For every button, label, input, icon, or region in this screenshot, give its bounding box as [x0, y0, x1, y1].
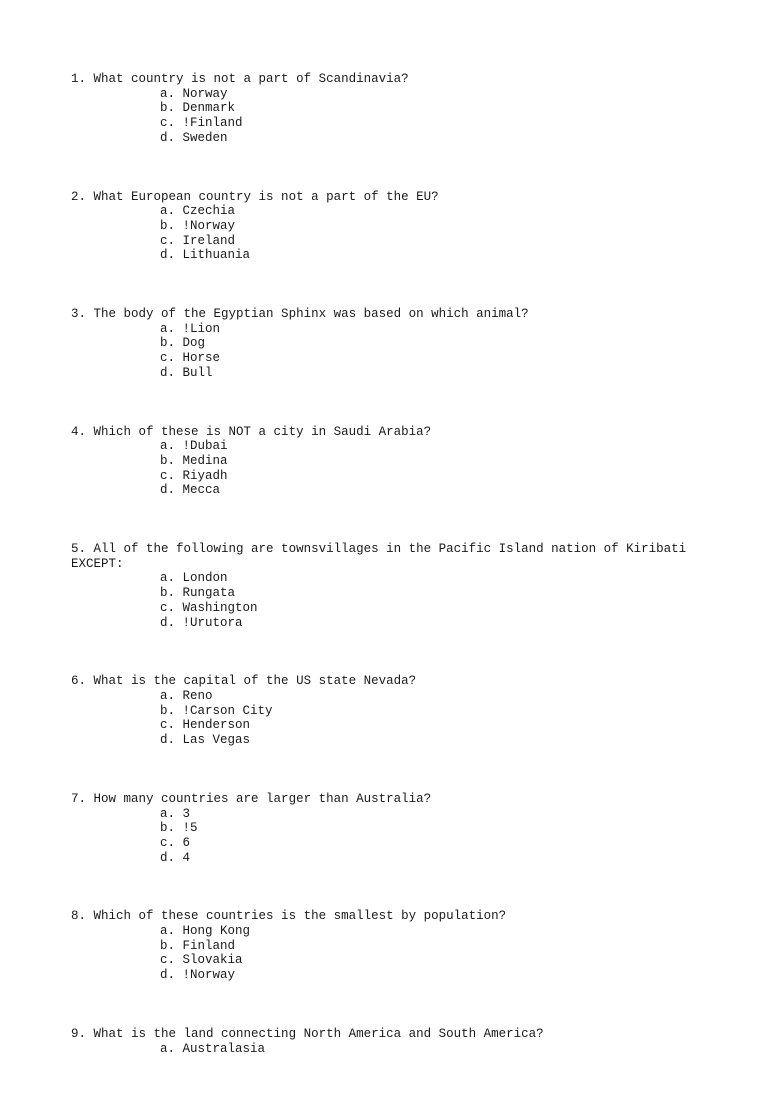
- question-text: What country is not a part of Scandinavia?: [93, 72, 409, 86]
- option-text: 6: [182, 835, 191, 850]
- answer-option: [160, 689, 701, 704]
- option-text: 3: [182, 806, 191, 821]
- quiz-list: [71, 72, 701, 1100]
- option-letter: c.: [160, 351, 176, 366]
- question-text: All of the following are townsvillages in the Pacific Island nation of Kiribati EXCEPT:: [71, 542, 694, 571]
- answer-option: [160, 322, 701, 337]
- quiz-question: [71, 425, 701, 499]
- answer-option: [160, 204, 701, 219]
- question-number: 3.: [71, 307, 87, 322]
- option-text: !Norway: [182, 968, 236, 983]
- option-letter: b.: [160, 703, 176, 718]
- option-letter: d.: [160, 850, 176, 865]
- option-text: Washington: [182, 600, 258, 615]
- answer-option: [160, 336, 701, 351]
- question-line: [71, 190, 701, 205]
- option-letter: c.: [160, 835, 176, 850]
- answer-option: [160, 248, 701, 263]
- option-letter: d.: [160, 483, 176, 498]
- option-letter: c.: [160, 233, 176, 248]
- answer-option: [160, 601, 701, 616]
- answer-options: [71, 1042, 701, 1057]
- option-text: !5: [182, 821, 198, 836]
- answer-options: [71, 807, 701, 866]
- answer-option: [160, 586, 701, 601]
- answer-option: [160, 454, 701, 469]
- question-line: [71, 307, 701, 322]
- answer-options: [71, 689, 701, 748]
- question-number: 1.: [71, 72, 87, 86]
- option-text: Lithuania: [182, 248, 251, 263]
- question-text: What is the capital of the US state Nevada?: [93, 674, 417, 689]
- option-letter: d.: [160, 248, 176, 263]
- option-letter: b.: [160, 336, 176, 351]
- option-letter: a.: [160, 688, 176, 703]
- question-line: [71, 792, 701, 807]
- answer-option: [160, 469, 701, 484]
- question-number: 2.: [71, 189, 87, 204]
- question-line: [71, 909, 701, 924]
- question-text: Which of these countries is the smallest by population?: [93, 909, 507, 924]
- answer-option: [160, 924, 701, 939]
- answer-option: [160, 836, 701, 851]
- option-text: Horse: [182, 351, 221, 366]
- option-text: !Norway: [182, 218, 236, 233]
- option-letter: c.: [160, 953, 176, 968]
- option-text: Dog: [182, 336, 206, 351]
- answer-option: [160, 131, 701, 146]
- option-text: !Finland: [182, 116, 243, 131]
- question-number: 7.: [71, 791, 87, 806]
- answer-option: [160, 939, 701, 954]
- question-number: 8.: [71, 909, 87, 924]
- answer-option: [160, 851, 701, 866]
- answer-option: [160, 616, 701, 631]
- answer-option: [160, 439, 701, 454]
- option-text: Henderson: [182, 718, 251, 733]
- option-text: Hong Kong: [182, 924, 251, 939]
- option-text: Australasia: [182, 1041, 266, 1056]
- quiz-question: [71, 909, 701, 983]
- option-text: !Carson City: [182, 703, 273, 718]
- option-letter: b.: [160, 218, 176, 233]
- answer-options: [71, 924, 701, 983]
- option-text: Riyadh: [182, 468, 228, 483]
- quiz-question: [71, 674, 701, 748]
- question-line: [71, 1027, 701, 1042]
- answer-option: [160, 571, 701, 586]
- option-letter: a.: [160, 321, 176, 336]
- question-line: [71, 542, 701, 571]
- option-text: Finland: [182, 938, 236, 953]
- question-text: The body of the Egyptian Sphinx was based on which animal?: [93, 307, 529, 322]
- option-letter: d.: [160, 968, 176, 983]
- option-text: Denmark: [182, 101, 236, 116]
- option-letter: d.: [160, 733, 176, 748]
- quiz-question: [71, 72, 701, 146]
- question-number: 4.: [71, 424, 87, 439]
- option-text: !Dubai: [182, 439, 228, 454]
- question-text: What is the land connecting North America and South America?: [93, 1026, 544, 1041]
- option-text: Medina: [182, 453, 228, 468]
- option-letter: b.: [160, 453, 176, 468]
- option-text: Mecca: [182, 483, 221, 498]
- option-letter: a.: [160, 1041, 176, 1056]
- option-letter: c.: [160, 468, 176, 483]
- option-text: Rungata: [182, 586, 236, 601]
- option-text: Norway: [182, 86, 228, 101]
- answer-option: [160, 87, 701, 102]
- answer-option: [160, 733, 701, 748]
- option-text: 4: [182, 850, 191, 865]
- option-text: !Lion: [182, 321, 221, 336]
- option-letter: a.: [160, 806, 176, 821]
- option-text: Reno: [182, 688, 213, 703]
- option-letter: a.: [160, 439, 176, 454]
- option-text: London: [182, 571, 228, 586]
- answer-options: [71, 571, 701, 630]
- option-letter: a.: [160, 86, 176, 101]
- answer-options: [71, 322, 701, 381]
- answer-option: [160, 116, 701, 131]
- option-letter: b.: [160, 101, 176, 116]
- quiz-question: [71, 307, 701, 381]
- option-letter: a.: [160, 204, 176, 219]
- question-number: 5.: [71, 542, 87, 557]
- option-text: Bull: [182, 365, 213, 380]
- question-line: [71, 425, 701, 440]
- question-line: [71, 674, 701, 689]
- quiz-question: [71, 190, 701, 264]
- answer-option: [160, 718, 701, 733]
- option-text: Las Vegas: [182, 733, 251, 748]
- option-letter: c.: [160, 116, 176, 131]
- option-letter: d.: [160, 365, 176, 380]
- answer-option: [160, 351, 701, 366]
- answer-option: [160, 968, 701, 983]
- option-text: Slovakia: [182, 953, 243, 968]
- answer-option: [160, 953, 701, 968]
- question-number: 6.: [71, 674, 87, 689]
- answer-options: [71, 439, 701, 498]
- option-letter: c.: [160, 718, 176, 733]
- option-letter: b.: [160, 821, 176, 836]
- option-letter: c.: [160, 600, 176, 615]
- question-text: Which of these is NOT a city in Saudi Arabia?: [93, 424, 432, 439]
- answer-option: [160, 704, 701, 719]
- quiz-question: [71, 792, 701, 866]
- answer-option: [160, 234, 701, 249]
- option-text: Czechia: [182, 204, 236, 219]
- answer-option: [160, 219, 701, 234]
- answer-option: [160, 807, 701, 822]
- quiz-question: [71, 1027, 701, 1056]
- question-line: [71, 72, 701, 87]
- answer-options: [71, 204, 701, 263]
- option-letter: d.: [160, 130, 176, 145]
- answer-option: [160, 483, 701, 498]
- option-letter: b.: [160, 938, 176, 953]
- answer-option: [160, 821, 701, 836]
- option-letter: a.: [160, 924, 176, 939]
- question-number: 9.: [71, 1026, 87, 1041]
- option-text: Sweden: [182, 130, 228, 145]
- option-text: !Urutora: [182, 615, 243, 630]
- option-letter: b.: [160, 586, 176, 601]
- option-letter: a.: [160, 571, 176, 586]
- question-text: How many countries are larger than Australia?: [93, 791, 432, 806]
- answer-option: [160, 1042, 701, 1057]
- answer-option: [160, 101, 701, 116]
- option-text: Ireland: [182, 233, 236, 248]
- question-text: What European country is not a part of the EU?: [93, 189, 439, 204]
- option-letter: d.: [160, 615, 176, 630]
- answer-options: [71, 87, 701, 146]
- quiz-question: [71, 542, 701, 630]
- answer-option: [160, 366, 701, 381]
